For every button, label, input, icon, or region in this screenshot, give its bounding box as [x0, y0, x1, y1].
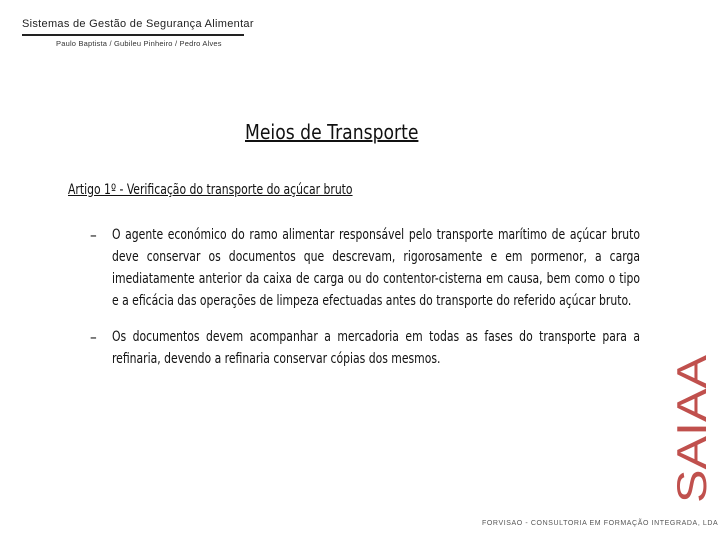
slide-title: Meios de Transporte	[245, 120, 419, 144]
bullet-marker: –	[90, 328, 97, 346]
header-authors: Paulo Baptista / Gubileu Pinheiro / Pedro Alves	[56, 39, 222, 48]
header-divider	[22, 34, 244, 36]
article-heading: Artigo 1º - Verificação do transporte do açúcar bruto	[68, 182, 353, 198]
saiaa-logo	[666, 355, 716, 505]
bullet-list	[84, 224, 664, 384]
footer-company: FORVISAO - CONSULTORIA EM FORMAÇÃO INTEGRADA, LDA	[482, 520, 719, 527]
bullet-text: Os documentos devem acompanhar a mercadoria em todas as fases do transporte para a refinaria, devendo a refinaria conservar cópias dos mesmos.	[112, 329, 641, 367]
bullet-item	[84, 224, 664, 312]
bullet-marker: –	[90, 226, 97, 244]
logo-text: SAIAA	[668, 379, 715, 503]
bullet-item	[84, 326, 664, 370]
header-title: Sistemas de Gestão de Segurança Alimentar	[22, 18, 254, 30]
bullet-text: O agente económico do ramo alimentar responsável pelo transporte marítimo de açúcar bruto deve conservar os documentos que descrevam, rigorosamente e em pormenor, a carga imediatamente anterior da caixa de carga ou do contentor-cisterna em causa, bem como o tipo e a eficácia das operações de limpeza efectuadas antes do transporte do referido açúcar bruto.	[112, 227, 641, 309]
